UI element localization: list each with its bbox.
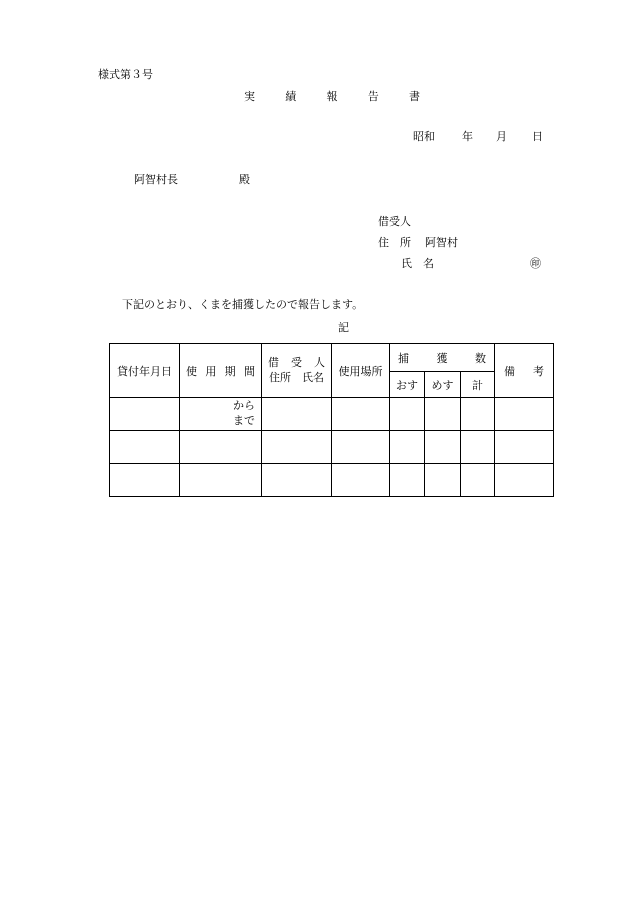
cell-borrower[interactable] <box>262 464 332 497</box>
header-capture-char: 獲 <box>436 351 448 365</box>
cell-place[interactable] <box>332 398 390 431</box>
title-char: 績 <box>285 90 297 103</box>
form-number: 様式第３号 <box>98 68 153 81</box>
title-char: 書 <box>409 90 420 103</box>
cell-lend-date[interactable] <box>110 431 180 464</box>
cell-female[interactable] <box>425 431 461 464</box>
cell-period[interactable] <box>180 398 262 431</box>
date-era: 昭和 <box>413 130 435 143</box>
header-borrower-char: 受 <box>291 356 302 370</box>
cell-lend-date[interactable] <box>110 398 180 431</box>
header-place: 使用場所 <box>332 344 390 398</box>
header-period-char: 使 <box>186 364 197 378</box>
document-title <box>244 91 420 102</box>
date-day-label: 日 <box>532 130 543 143</box>
cell-remarks[interactable] <box>495 398 554 431</box>
table-row <box>110 431 554 464</box>
header-total: 計 <box>461 372 495 398</box>
header-female: めす <box>425 372 461 398</box>
ki-label: 記 <box>338 321 349 334</box>
header-capture <box>390 344 495 372</box>
cell-borrower[interactable] <box>262 398 332 431</box>
cell-lend-date[interactable] <box>110 464 180 497</box>
header-period <box>180 344 262 398</box>
period-from-label: から <box>233 399 255 413</box>
title-char: 実 <box>244 90 255 103</box>
header-borrower <box>262 344 332 398</box>
header-remarks <box>495 344 554 398</box>
cell-total[interactable] <box>461 464 495 497</box>
header-lend-date: 貸付年月日 <box>110 344 180 398</box>
table-row <box>110 398 554 431</box>
borrower-address-label: 住 所 <box>378 236 411 249</box>
header-remarks-char: 考 <box>533 364 545 378</box>
borrower-address-value: 阿智村 <box>425 236 458 249</box>
cell-place[interactable] <box>332 464 390 497</box>
header-male: おす <box>390 372 425 398</box>
cell-female[interactable] <box>425 464 461 497</box>
cell-remarks[interactable] <box>495 431 554 464</box>
addressee-name: 阿智村長 <box>134 173 178 186</box>
title-char: 告 <box>367 90 379 103</box>
cell-male[interactable] <box>390 398 425 431</box>
cell-male[interactable] <box>390 431 425 464</box>
header-borrower-char: 人 <box>314 356 325 370</box>
date-month-label: 月 <box>496 130 507 143</box>
cell-period[interactable] <box>180 431 262 464</box>
header-period-char: 間 <box>243 364 255 378</box>
cell-remarks[interactable] <box>495 464 554 497</box>
header-period-char: 用 <box>205 364 217 378</box>
header-remarks-char: 備 <box>504 364 516 378</box>
cell-borrower[interactable] <box>262 431 332 464</box>
table-row <box>110 464 554 497</box>
cell-place[interactable] <box>332 431 390 464</box>
cell-total[interactable] <box>461 398 495 431</box>
header-borrower-line2: 住所 氏名 <box>269 370 324 384</box>
header-capture-char: 数 <box>475 351 487 365</box>
cell-female[interactable] <box>425 398 461 431</box>
cell-total[interactable] <box>461 431 495 464</box>
addressee-honorific: 殿 <box>239 173 250 186</box>
intro-text: 下記のとおり、くまを捕獲したので報告します。 <box>122 298 364 311</box>
title-char: 報 <box>326 90 338 103</box>
header-period-char: 期 <box>224 364 236 378</box>
cell-period[interactable] <box>180 464 262 497</box>
date-year-label: 年 <box>462 130 473 143</box>
borrower-heading: 借受人 <box>378 215 411 228</box>
header-capture-char: 捕 <box>398 351 409 365</box>
header-borrower-char: 借 <box>268 356 279 370</box>
cell-male[interactable] <box>390 464 425 497</box>
seal-mark: ㊞ <box>530 257 541 270</box>
period-to-label: まで <box>233 414 255 427</box>
borrower-name-label: 氏 名 <box>401 257 434 270</box>
report-table <box>109 343 554 497</box>
